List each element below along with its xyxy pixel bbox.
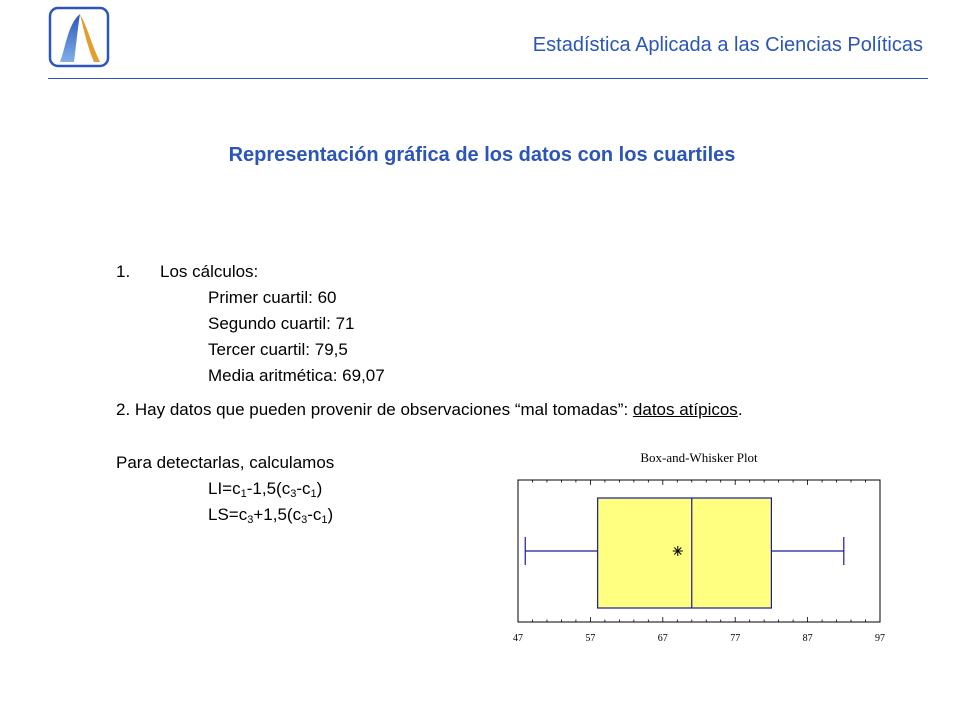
tick-label: 57 [585, 633, 596, 644]
stat-q2: Segundo cuartil: 71 [208, 314, 355, 333]
list-number: 1. [116, 262, 131, 281]
outlier-term: datos atípicos [632, 400, 738, 419]
lambda-logo-icon [48, 6, 110, 68]
tick-label: 77 [730, 633, 741, 644]
tick-label: 87 [802, 633, 813, 644]
outlier-paragraph [116, 400, 743, 420]
outlier-end: . [737, 400, 743, 419]
outlier-text: 2. Hay datos que pueden provenir de observaciones “mal tomadas”: [116, 400, 633, 419]
stat-q1: Primer cuartil: 60 [208, 288, 337, 307]
box-whisker-plot [500, 440, 900, 660]
detect-paragraph: Para detectarlas, calculamos [116, 453, 335, 472]
formula-ls: $LS=c_3+1,5(c_3-c_1)$ [208, 505, 334, 526]
box [598, 498, 772, 608]
course-title: Estadística Aplicada a las Ciencias Políticas [532, 34, 923, 56]
list-item-heading: Los cálculos: [160, 262, 259, 281]
header-divider [48, 78, 928, 79]
tick-label: 97 [875, 633, 885, 644]
formula-li: $LI=c_1-1,5(c_3-c_1)$ [208, 479, 323, 500]
tick-label: 47 [513, 633, 523, 644]
stat-q3: Tercer cuartil: 79,5 [208, 340, 348, 359]
slide-title: Representación gráfica de los datos con los cuartiles [228, 144, 736, 166]
tick-label: 67 [657, 633, 668, 644]
chart-title: Box-and-Whisker Plot [640, 450, 758, 465]
stat-mean: Media aritmética: 69,07 [208, 366, 385, 385]
